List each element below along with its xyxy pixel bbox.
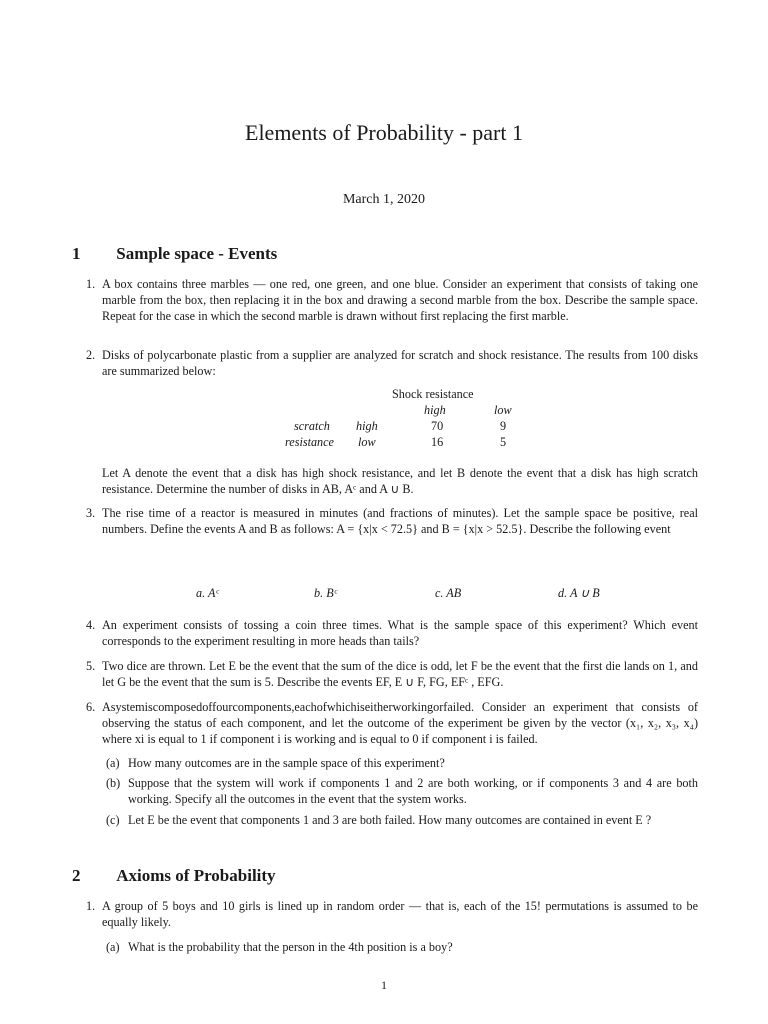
table-cell: 5 [500, 435, 507, 449]
list-item [86, 617, 698, 649]
sub-item [106, 775, 698, 807]
section-heading [72, 244, 277, 264]
item-number: 1. [86, 899, 96, 913]
sub-item-text: Let E be the event that components 1 and 3 are both failed. How many outcomes are contained in event E ? [128, 813, 652, 827]
table-header-low: low [494, 403, 512, 417]
section-number: 1 [72, 244, 81, 263]
sub-item-text: What is the probability that the person in the 4th position is a boy? [128, 940, 453, 954]
section-title: Sample space - Events [116, 244, 278, 263]
sub-item [106, 812, 698, 828]
table-row-label: resistance [285, 435, 334, 449]
table-row-label: scratch [294, 419, 330, 433]
item-text: A group of 5 boys and 10 girls is lined up in random order — that is, each of the 15! permutations is assumed to be equally likely. [102, 899, 698, 929]
item-text: Asystemiscomposedoffourcomponents,eachofwhichiseitherworkingorfailed. Consider an experiment that consists of observing the status of each component, and let the outcome of the experiment be given by the vector (x₁, x₂, x₃, x₄) where xi is equal to 1 if component i is working and is equal to 0 if component i is failed. [102, 700, 698, 746]
sub-item [106, 939, 698, 955]
event-part-d: d. A ∪ B [558, 586, 600, 600]
paragraph-text: Let A denote the event that a disk has high shock resistance, and let B denote the event that a disk has high scratch resistance. Determine the number of disks in AB, Aᶜ and A ∪ B. [102, 466, 698, 496]
list-item [86, 658, 698, 690]
item-number: 2. [86, 348, 96, 362]
item-text: An experiment consists of tossing a coin three times. What is the sample space of this experiment? Which event corresponds to the experiment resulting in more heads than tails? [102, 618, 698, 648]
table-row-high-label: high [356, 419, 378, 433]
item-number: 4. [86, 618, 96, 632]
section-number: 2 [72, 866, 81, 885]
item-text: Two dice are thrown. Let E be the event that the sum of the dice is odd, let F be the event that the first die lands on 1, and let G be the event that the sum is 5. Describe the events EF, E ∪ F, FG, EFᶜ , EFG. [102, 659, 698, 689]
table-cell: 70 [431, 419, 444, 433]
section-heading [72, 866, 276, 886]
list-item [86, 699, 698, 747]
list-item [86, 505, 698, 537]
item-number: 5. [86, 659, 96, 673]
item-number: 3. [86, 506, 96, 520]
sub-item-label: (a) [106, 756, 120, 770]
event-part-a: a. Aᶜ [196, 586, 219, 600]
sub-item-text: Suppose that the system will work if components 1 and 2 are both working, or if components 3 and 4 are both working. Specify all the outcomes in the event that the system works. [128, 776, 698, 806]
sub-item-label: (a) [106, 940, 120, 954]
table-cell: 16 [431, 435, 444, 449]
item-text: A box contains three marbles — one red, one green, and one blue. Consider an experiment that consists of taking one marble from the box, then replacing it in the box and drawing a second marble from the box. Describe the sample space. Repeat for the case in which the second marble is drawn without first replacing the first marble. [102, 277, 698, 323]
table-row-low-label: low [358, 435, 376, 449]
item-number: 6. [86, 700, 96, 714]
event-part-b: b. Bᶜ [314, 586, 337, 600]
sub-item-text: How many outcomes are in the sample space of this experiment? [128, 756, 445, 770]
table-cell: 9 [500, 419, 507, 433]
document-title: Elements of Probability - part 1 [245, 120, 523, 145]
item-text: The rise time of a reactor is measured in minutes (and fractions of minutes). Let the sample space be positive, real numbers. Define the events A and B as follows: A = {x|x < 72.5} and B = {x|x > 52.5}. Describe the following event [102, 506, 698, 536]
table-header-high: high [424, 403, 446, 417]
sub-item-label: (c) [106, 813, 120, 827]
sub-item [106, 755, 698, 771]
document-date: March 1, 2020 [342, 192, 426, 207]
section-title: Axioms of Probability [116, 866, 276, 885]
table-column-title: Shock resistance [392, 387, 474, 401]
item-text: Disks of polycarbonate plastic from a supplier are analyzed for scratch and shock resistance. The results from 100 disks are summarized below: [102, 348, 698, 378]
item-number: 1. [86, 277, 96, 291]
event-part-c: c. AB [435, 586, 462, 600]
page-number: 1 [381, 978, 387, 992]
list-item [86, 276, 698, 324]
list-item [86, 347, 698, 379]
paragraph [86, 465, 698, 497]
sub-item-label: (b) [106, 776, 121, 790]
list-item [86, 898, 698, 930]
